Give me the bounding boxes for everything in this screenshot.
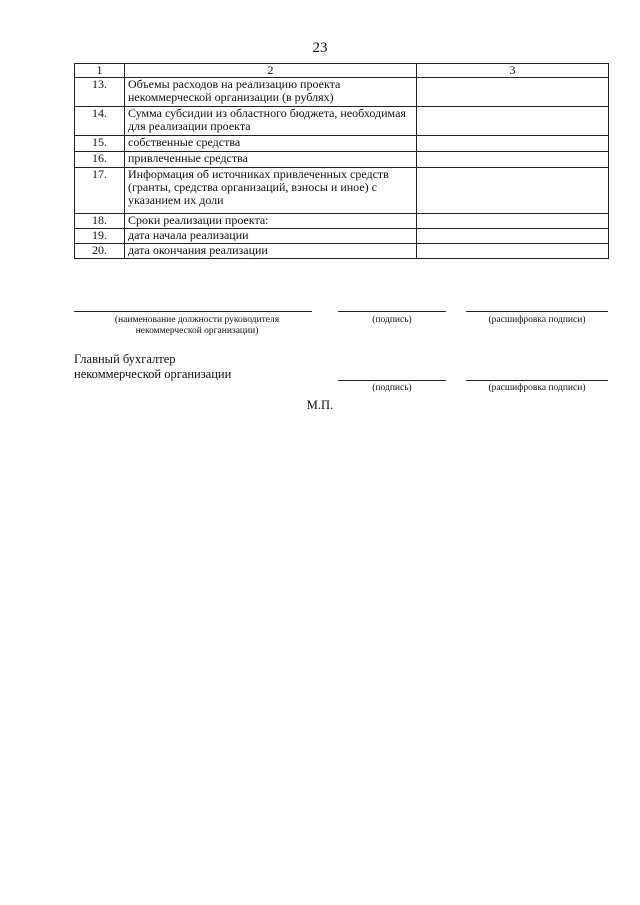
- row-number: 14.: [75, 107, 125, 136]
- column-header-2: 2: [125, 64, 417, 78]
- row-text: Сумма субсидии из областного бюджета, необходимая для реализации проекта: [125, 107, 417, 136]
- row-text: Информация об источниках привлеченных средств (гранты, средства организаций, взносы и иное) с указанием их доли: [125, 168, 417, 214]
- row-value-cell[interactable]: [417, 107, 609, 136]
- table-row: [75, 136, 609, 152]
- project-info-table: [74, 63, 609, 259]
- head-position-line[interactable]: [74, 311, 312, 312]
- row-text: дата окончания реализации: [125, 244, 417, 259]
- table-row: [75, 244, 609, 259]
- row-number: 17.: [75, 168, 125, 214]
- chief-accountant-label-org: некоммерческой организации: [74, 367, 232, 381]
- row-value-cell[interactable]: [417, 152, 609, 168]
- row-value-cell[interactable]: [417, 244, 609, 259]
- accountant-decoding-line[interactable]: [466, 380, 608, 381]
- column-header-3: 3: [417, 64, 609, 78]
- page-number: 23: [312, 40, 328, 56]
- table-row: [75, 152, 609, 168]
- accountant-decoding-caption: (расшифровка подписи): [488, 383, 586, 393]
- row-text: собственные средства: [125, 136, 417, 152]
- row-text: дата начала реализации: [125, 229, 417, 244]
- row-number: 13.: [75, 78, 125, 107]
- head-signature-caption: (подпись): [372, 315, 412, 325]
- row-value-cell[interactable]: [417, 136, 609, 152]
- head-signature-line[interactable]: [338, 311, 446, 312]
- row-text: Сроки реализации проекта:: [125, 214, 417, 229]
- row-text: Объемы расходов на реализацию проекта некоммерческой организации (в рублях): [125, 78, 417, 107]
- table-row: [75, 168, 609, 214]
- row-value-cell[interactable]: [417, 78, 609, 107]
- head-position-caption: (наименование должности руководителя некоммерческой организации): [114, 315, 280, 336]
- row-number: 16.: [75, 152, 125, 168]
- row-value-cell[interactable]: [417, 229, 609, 244]
- table-row: [75, 107, 609, 136]
- row-number: 15.: [75, 136, 125, 152]
- table-row: [75, 78, 609, 107]
- head-decoding-caption: (расшифровка подписи): [488, 315, 586, 325]
- head-decoding-line[interactable]: [466, 311, 608, 312]
- column-header-1: 1: [75, 64, 125, 78]
- row-number: 19.: [75, 229, 125, 244]
- accountant-signature-line[interactable]: [338, 380, 446, 381]
- stamp-placeholder: М.П.: [306, 398, 334, 412]
- table-row: [75, 229, 609, 244]
- row-text: привлеченные средства: [125, 152, 417, 168]
- row-number: 20.: [75, 244, 125, 259]
- row-value-cell[interactable]: [417, 214, 609, 229]
- row-number: 18.: [75, 214, 125, 229]
- table-row: [75, 214, 609, 229]
- row-value-cell[interactable]: [417, 168, 609, 214]
- table-header-row: [75, 64, 609, 78]
- accountant-signature-caption: (подпись): [372, 383, 412, 393]
- chief-accountant-label: Главный бухгалтер: [74, 352, 176, 366]
